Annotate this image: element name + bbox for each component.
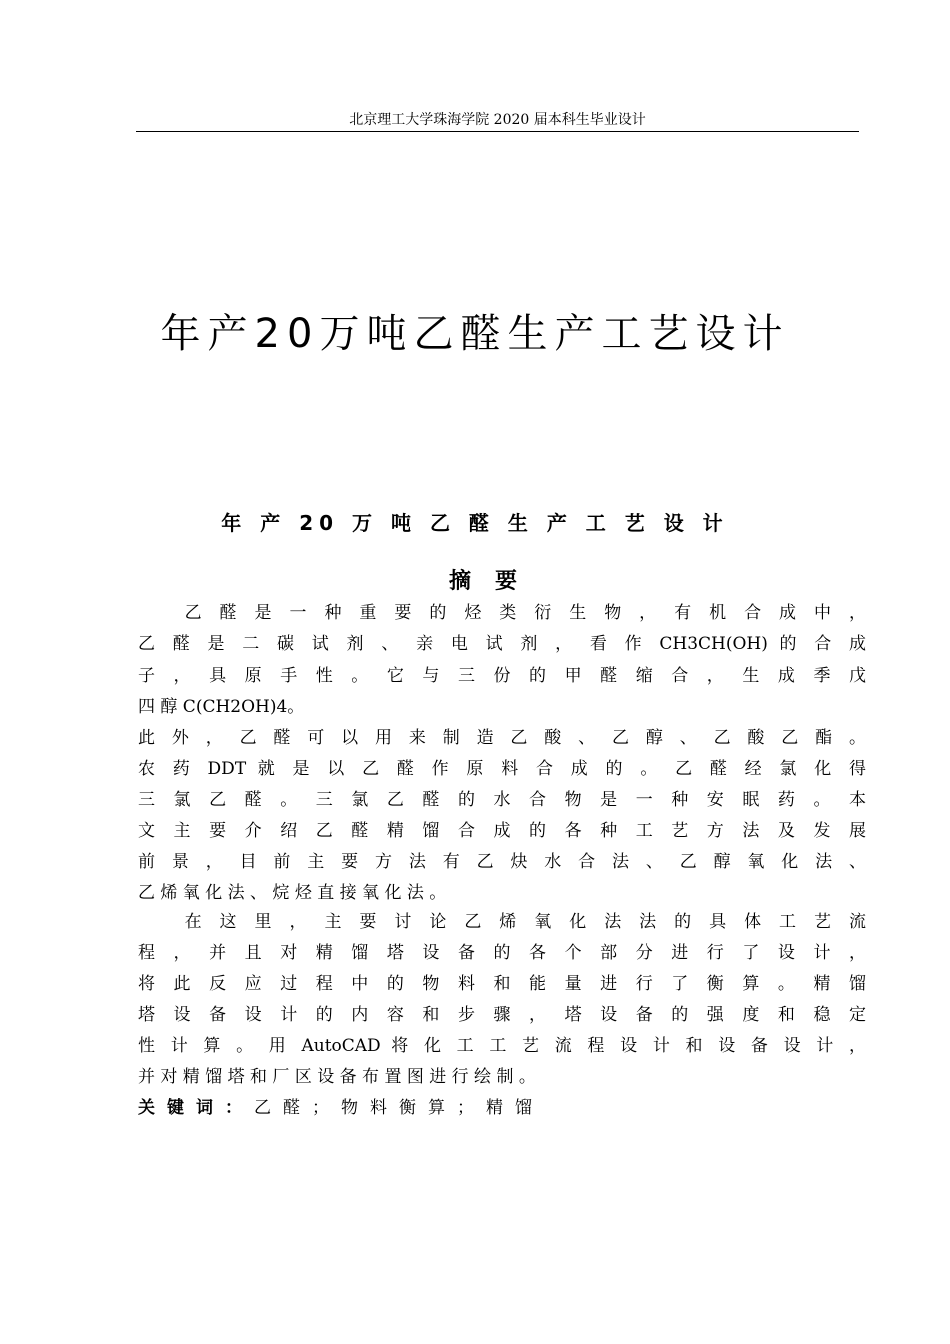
abstract-line: 此 外 ， 乙 醛 可 以 用 来 制 造 乙 酸 、 乙 醇 、 乙 酸 乙 酯 。: [138, 728, 866, 748]
abstract-line: 乙 醛 是 一 种 重 要 的 烃 类 衍 生 物 ， 有 机 合 成 中 ，: [138, 603, 866, 623]
abstract-line: 塔 设 备 设 计 的 内 容 和 步 骤 ， 塔 设 备 的 强 度 和 稳 定: [138, 1005, 866, 1025]
keywords-value: 乙醛；物料衡算；精馏: [254, 1098, 544, 1118]
abstract-heading: 摘要: [448, 569, 541, 594]
abstract-line: 前 景 ， 目 前 主 要 方 法 有 乙 炔 水 合 法 、 乙 醇 氧 化 法 、: [138, 852, 866, 872]
abstract-line: 文 主 要 介 绍 乙 醛 精 馏 合 成 的 各 种 工 艺 方 法 及 发 展: [138, 821, 866, 841]
abstract-line: 性 计 算 。 用 AutoCAD 将 化 工 工 艺 流 程 设 计 和 设 备 设 计 ，: [138, 1036, 866, 1056]
abstract-line: 在 这 里 ， 主 要 讨 论 乙 烯 氧 化 法 法 的 具 体 工 艺 流: [138, 912, 866, 932]
abstract-title: 年 产 20 万 吨 乙 醛 生 产 工 艺 设 计: [221, 511, 729, 535]
abstract-line: 乙 烯 氧 化 法 、 烷 烃 直 接 氧 化 法 。: [138, 883, 447, 903]
keywords-label: 关键词：: [138, 1098, 254, 1118]
abstract-line: 子 ， 具 原 手 性 。 它 与 三 份 的 甲 醛 缩 合 ， 生 成 季 戊: [138, 666, 866, 686]
header-rule: [136, 131, 859, 132]
document-title: 年产20万吨乙醛生产工艺设计: [160, 311, 790, 357]
abstract-line: 并 对 精 馏 塔 和 厂 区 设 备 布 置 图 进 行 绘 制 。: [138, 1067, 536, 1087]
running-header: 北京理工大学珠海学院 2020 届本科生毕业设计: [349, 112, 646, 128]
abstract-line: 程 ， 并 且 对 精 馏 塔 设 备 的 各 个 部 分 进 行 了 设 计 ，: [138, 943, 866, 963]
abstract-line: 农 药 DDT 就 是 以 乙 醛 作 原 料 合 成 的 。 乙 醛 经 氯 化 得: [138, 759, 866, 779]
abstract-line: 四 醇 C(CH2OH)4。: [138, 697, 305, 717]
abstract-line: 将 此 反 应 过 程 中 的 物 料 和 能 量 进 行 了 衡 算 。 精 馏: [138, 974, 866, 994]
keywords-line: [138, 1092, 544, 1124]
abstract-line: 乙 醛 是 二 碳 试 剂 、 亲 电 试 剂 ， 看 作 CH3CH(OH) 的 合 成: [138, 634, 866, 654]
abstract-line: 三 氯 乙 醛 。 三 氯 乙 醛 的 水 合 物 是 一 种 安 眠 药 。 本: [138, 790, 866, 810]
